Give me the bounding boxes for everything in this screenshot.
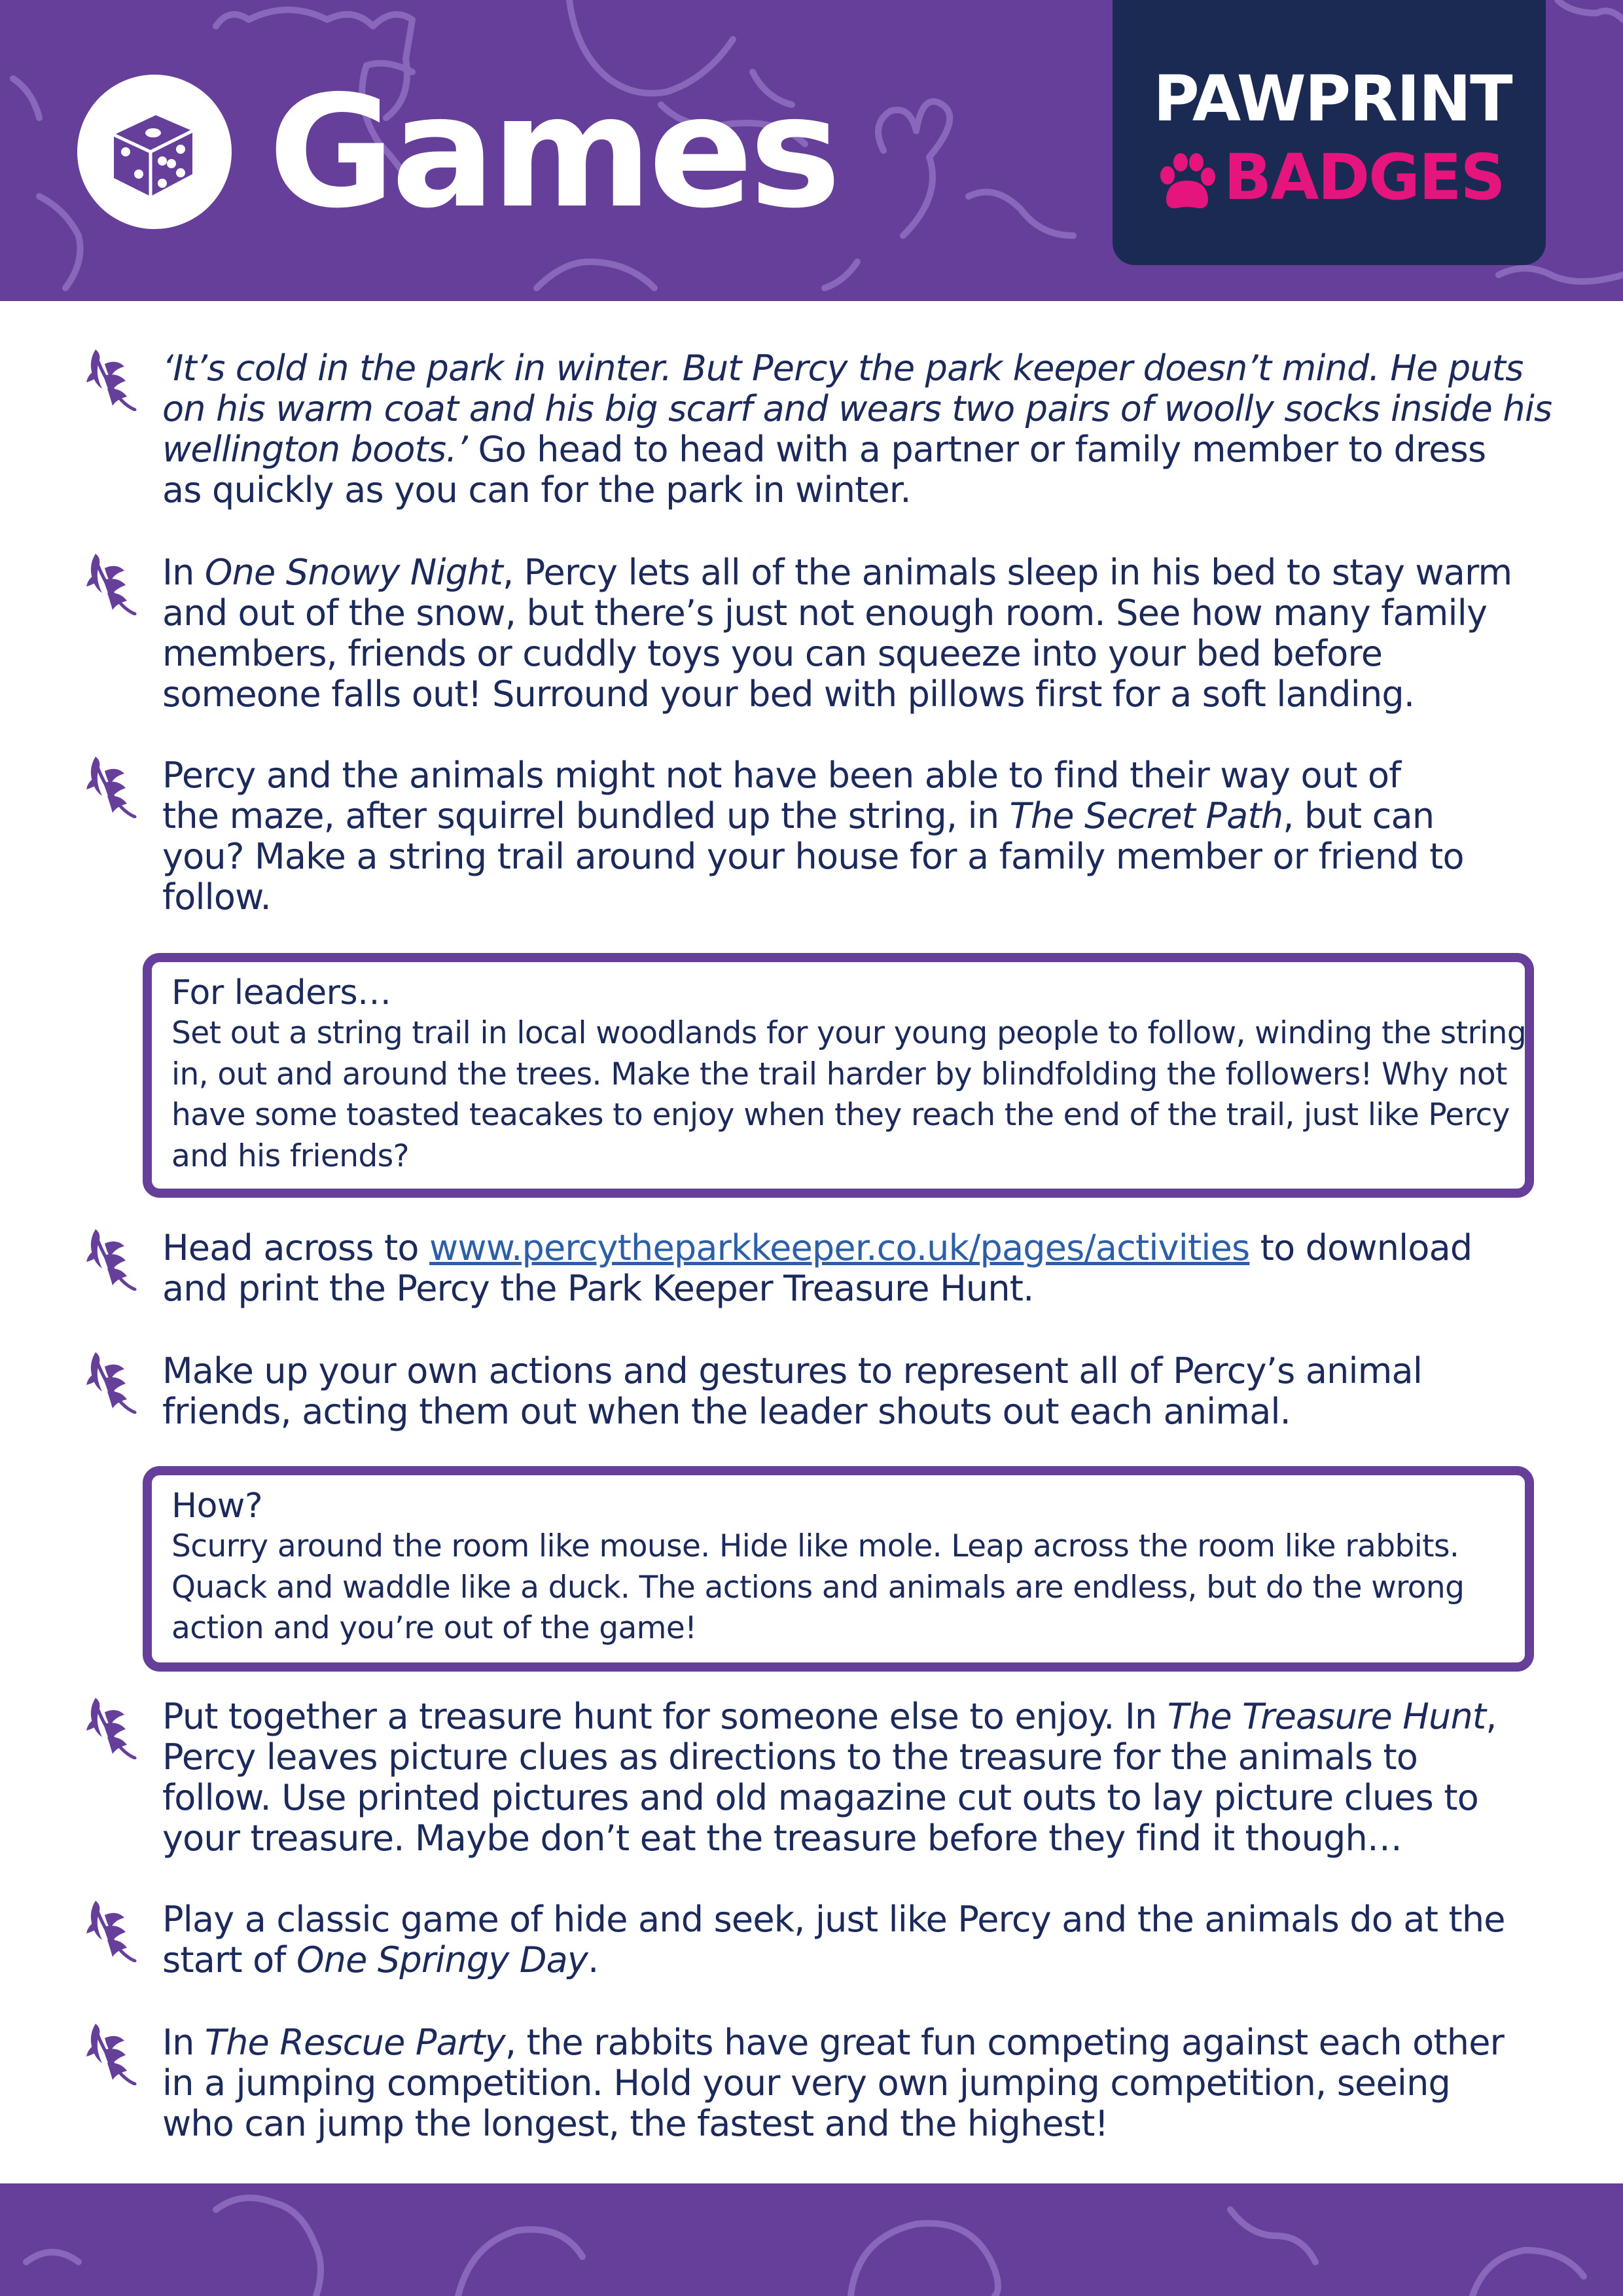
leaf-bullet-icon: [81, 753, 140, 818]
leaf-bullet-icon: [81, 346, 140, 411]
paw-icon: [1156, 152, 1219, 211]
note-heading: How?: [171, 1486, 263, 1526]
leaf-bullet-icon: [81, 1225, 140, 1291]
page-header: [0, 0, 1623, 301]
leaders-note-box: [143, 953, 1534, 1198]
leaf-bullet-icon: [81, 2020, 140, 2085]
logo-text-pawprint: PAWPRINT: [1153, 62, 1512, 135]
page-footer: [0, 2183, 1623, 2296]
activity-text: Head across to www.percytheparkkeeper.co.uk/pages/activities to download and print the Percy the Park Keeper Treasure Hunt.: [162, 1227, 1472, 1309]
note-body: Set out a string trail in local woodlands for your young people to follow, winding the string in, out and around the trees. Make the trail harder by blindfolding the followers! Why not have some toasted teacakes to enjoy when they reach the end of the trail, just like Percy and his friends?: [171, 1015, 1527, 1174]
activity-text: Percy and the animals might not have been able to find their way out of the maze, after squirrel bundled up the string, in The Secret Path, but can you? Make a string trail around your house for a family member or friend to follow.: [162, 755, 1464, 918]
animal-outline-decoration: [0, 2183, 1623, 2296]
leaf-bullet-icon: [81, 550, 140, 615]
leaf-bullet-icon: [81, 1694, 140, 1759]
how-note-box: [143, 1466, 1534, 1672]
activity-text: Play a classic game of hide and seek, just like Percy and the animals do at the start of One Springy Day.: [162, 1899, 1505, 1981]
activities-link[interactable]: www.percytheparkkeeper.co.uk/pages/activities: [429, 1227, 1250, 1268]
activity-text: In One Snowy Night, Percy lets all of the animals sleep in his bed to stay warm and out of the snow, but there’s just not enough room. See how many family members, friends or cuddly toys you can squeeze into your bed before someone falls out! Surround your bed with pillows first for a soft landing.: [162, 552, 1512, 715]
logo-text-badges: BADGES: [1224, 141, 1505, 214]
page-title: Games: [268, 62, 838, 242]
note-body: Scurry around the room like mouse. Hide like mole. Leap across the room like rabbits. Quack and waddle like a duck. The actions and animals are endless, but do the wrong action and you’re out of the game!: [171, 1528, 1465, 1646]
activity-text: Put together a treasure hunt for someone else to enjoy. In The Treasure Hunt, Percy leaves picture clues as directions to the treasure for the animals to follow. Use printed pictures and old magazine cut outs to lay picture clues to your treasure. Maybe don’t eat the treasure before they find it though…: [162, 1696, 1497, 1859]
activity-text: Make up your own actions and gestures to represent all of Percy’s animal friends, acting them out when the leader shouts out each animal.: [162, 1350, 1423, 1432]
pawprint-badges-logo: [1113, 0, 1546, 265]
activity-text: ‘It’s cold in the park in winter. But Percy the park keeper doesn’t mind. He puts on his warm coat and his big scarf and wears two pairs of woolly socks inside his wellington boots.’ Go head to head with a partner or family member to dress as quickly as you can for the park in winter.: [162, 348, 1552, 511]
note-heading: For leaders…: [171, 973, 391, 1013]
activity-text: In The Rescue Party, the rabbits have great fun competing against each other in a jumping competition. Hold your very own jumping competition, seeing who can jump the longest, the fastest and the highest!: [162, 2022, 1505, 2144]
dice-icon-circle: [77, 75, 232, 229]
leaf-bullet-icon: [81, 1348, 140, 1414]
leaf-bullet-icon: [81, 1897, 140, 1962]
dice-icon: [77, 75, 232, 229]
